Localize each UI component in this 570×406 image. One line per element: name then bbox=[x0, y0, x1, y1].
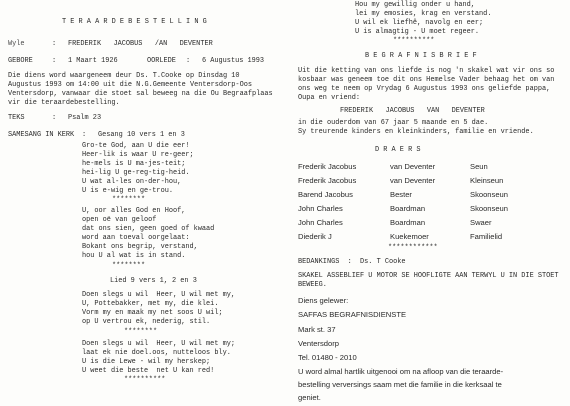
deceased-separator: : bbox=[52, 40, 57, 48]
born-separator: : bbox=[52, 57, 57, 65]
bearer-first-name: John Charles bbox=[298, 218, 343, 227]
died-separator: : bbox=[186, 57, 191, 65]
verse-line: Bokant ons begrip, verstand, bbox=[82, 243, 198, 251]
reading-label: TEKS bbox=[8, 114, 25, 122]
verse-line: U, Pottebakker, met my, die klei. bbox=[82, 300, 219, 308]
service-paragraph bbox=[8, 72, 273, 108]
stanza-3 bbox=[82, 291, 235, 327]
verse-line: laat ek nie doel.oos, nutteloos bly. bbox=[82, 349, 231, 357]
verse-line: Gro-te God, aan U die eer! bbox=[82, 142, 190, 150]
letter-paragraph bbox=[298, 67, 554, 103]
bearer-relation: Skoonseun bbox=[470, 190, 508, 199]
age-line: in die ouderdom van 67 jaar 5 maande en 5 dae. bbox=[298, 119, 489, 127]
verse-line: he-mels is U ma-jes-teit; bbox=[82, 160, 186, 168]
age-line: Sy treurende kinders en kleinkinders, familie en vriende. bbox=[298, 128, 534, 136]
verse-line: hei-lig U ge-reg-tig-heid. bbox=[82, 169, 190, 177]
verse-line: Hou my gewillig onder u hand, bbox=[355, 1, 475, 9]
verse-line: U wil ek liefhê, navolg en eer; bbox=[355, 19, 484, 27]
bearer-relation: Skoonseun bbox=[470, 204, 508, 213]
deceased-name: FREDERIK JACOBUS /AN DEVENTER bbox=[68, 40, 213, 48]
died-date: 6 Augustus 1993 bbox=[202, 57, 265, 65]
headlights-notice-line: BEWEEG. bbox=[298, 281, 327, 289]
headlights-notice bbox=[298, 272, 559, 290]
bearer-surname: Bester bbox=[390, 190, 412, 199]
verse-line: U is die Lewe - wil my herskep; bbox=[82, 358, 211, 366]
age-and-mourners bbox=[298, 119, 534, 137]
verse-line: lei my emosies, krag en verstand. bbox=[355, 10, 492, 18]
deceased-label: Wyle bbox=[8, 40, 25, 48]
letter-paragraph-line: Oupa en vriend: bbox=[298, 94, 361, 102]
bearer-surname: Boardman bbox=[390, 204, 426, 213]
headlights-notice-line: SKAKEL ASSEBLIEF U MOTOR SE HOOFLIGTE AAN TERWYL U IN DIE STOET bbox=[298, 272, 559, 280]
born-date: 1 Maart 1926 bbox=[68, 57, 118, 65]
invitation-line: geniet. bbox=[298, 393, 321, 402]
undertaker-phone: Tel. 01480 - 2010 bbox=[298, 353, 357, 362]
verse-line: open oë van geloof bbox=[82, 216, 157, 224]
service-paragraph-line: Ventersdorp, vanwaar die stoet sal beweeg na die Ou Begraafplaas bbox=[8, 90, 273, 98]
service-paragraph-line: vir die teraardebestelling. bbox=[8, 99, 120, 107]
deceased-full-name: FREDERIK JACOBUS VAN DEVENTER bbox=[340, 107, 485, 115]
service-paragraph-line: Die diens word waargeneem deur Ds. T.Cooke op Dinsdag 10 bbox=[8, 72, 240, 80]
service-paragraph-line: Augustus 1993 om 14:00 uit die N.G.Gemeente Ventersdorp-Oos bbox=[8, 81, 252, 89]
bearer-relation: Swaer bbox=[470, 218, 492, 227]
invitation-paragraph bbox=[298, 365, 503, 404]
stars-divider: ******** bbox=[112, 196, 146, 204]
verse-line: Heer-lik is waar U re-geer; bbox=[82, 151, 194, 159]
stars-divider: ******** bbox=[112, 262, 146, 270]
stars-divider: ********** bbox=[393, 37, 435, 45]
verse-line: U wat al-les on-der-hou, bbox=[82, 178, 182, 186]
born-label: GEBORE bbox=[8, 57, 33, 65]
letter-title: B E G R A F N I S B R I E F bbox=[365, 52, 477, 60]
verse-line: hou U al wat is in stand. bbox=[82, 252, 186, 260]
undertaker-street: Mark st. 37 bbox=[298, 325, 336, 334]
verse-line: U is e-wig en ge-trou. bbox=[82, 187, 173, 195]
letter-paragraph-line: ons weg te neem op Vrydag 6 Augustus 1993 ons geliefde pappa, bbox=[298, 85, 551, 93]
invitation-line: U word almal hartlik uitgenooi om na afloop van die teraarde- bbox=[298, 367, 504, 376]
bearer-surname: van Deventer bbox=[390, 176, 436, 185]
stars-divider: ********** bbox=[124, 376, 166, 384]
stanza-4 bbox=[82, 340, 235, 376]
bearer-surname: Kuekemoer bbox=[390, 232, 429, 241]
verse-line: U, oor alles God en Hoof, bbox=[82, 207, 186, 215]
stanza-1 bbox=[82, 142, 194, 196]
bearer-first-name: Frederik Jacobus bbox=[298, 162, 357, 171]
bearer-first-name: John Charles bbox=[298, 204, 343, 213]
invitation-line: bestelling verversings saam met die familie in die kerksaal te bbox=[298, 380, 502, 389]
stanza-2 bbox=[82, 207, 214, 261]
died-label: OORLEDE bbox=[147, 57, 176, 65]
bearer-first-name: Diederik J bbox=[298, 232, 332, 241]
service-by-label: Diens gelewer: bbox=[298, 296, 349, 305]
undertaker-town: Ventersdorp bbox=[298, 339, 339, 348]
verse-line: Vorm my en maak my net soos U wil; bbox=[82, 309, 223, 317]
verse-line: op U vertrou ek, nederig, stil. bbox=[82, 318, 211, 326]
reading-separator: : bbox=[52, 114, 57, 122]
bearer-relation: Kleinseun bbox=[470, 176, 504, 185]
verse-line: dat ons sien, geen goed of kwaad bbox=[82, 225, 215, 233]
bearer-surname: Boardman bbox=[390, 218, 426, 227]
verse-line: Doen slegs u wil Heer, U wil met my; bbox=[82, 340, 235, 348]
stars-divider: ******** bbox=[124, 328, 158, 336]
verse-line: U weet die beste net U kan red! bbox=[82, 367, 215, 375]
bearer-relation: Seun bbox=[470, 162, 488, 171]
bearers-title: D R A E R S bbox=[375, 146, 421, 154]
reading-value: Psalm 23 bbox=[68, 114, 102, 122]
letter-paragraph-line: Uit die ketting van ons liefde is nog 'n skakel wat vir ons so bbox=[298, 67, 555, 75]
verse-line: word aan toeval oorgelaat: bbox=[82, 234, 190, 242]
verse-line: U is almagtig - U moet regeer. bbox=[355, 28, 480, 36]
hymn-separator: : bbox=[82, 131, 87, 139]
verse-line: Doen slegs u wil Heer, U wil met my, bbox=[82, 291, 235, 299]
letter-paragraph-line: kosbaar was geneem toe dit ons Hemelse Vader behaag het om van bbox=[298, 76, 555, 84]
hymn-label: SAMESANG IN KERK bbox=[8, 131, 75, 139]
program-title: T E R A A R D E B E S T E L L I N G bbox=[62, 18, 207, 26]
undertaker-name: SAFFAS BEGRAFNISDIENSTE bbox=[298, 310, 407, 319]
stanza-5 bbox=[355, 1, 491, 37]
bearer-relation: Familielid bbox=[470, 232, 503, 241]
bearer-first-name: Frederik Jacobus bbox=[298, 176, 357, 185]
song-title: Lied 9 vers 1, 2 en 3 bbox=[110, 277, 197, 285]
bearer-first-name: Barend Jacobus bbox=[298, 190, 353, 199]
thanks-line: BEDANKINGS : Ds. T Cooke bbox=[298, 258, 406, 266]
stars-divider: ************ bbox=[388, 244, 438, 252]
bearer-surname: van Deventer bbox=[390, 162, 436, 171]
hymn-value: Gesang 10 vers 1 en 3 bbox=[98, 131, 185, 139]
